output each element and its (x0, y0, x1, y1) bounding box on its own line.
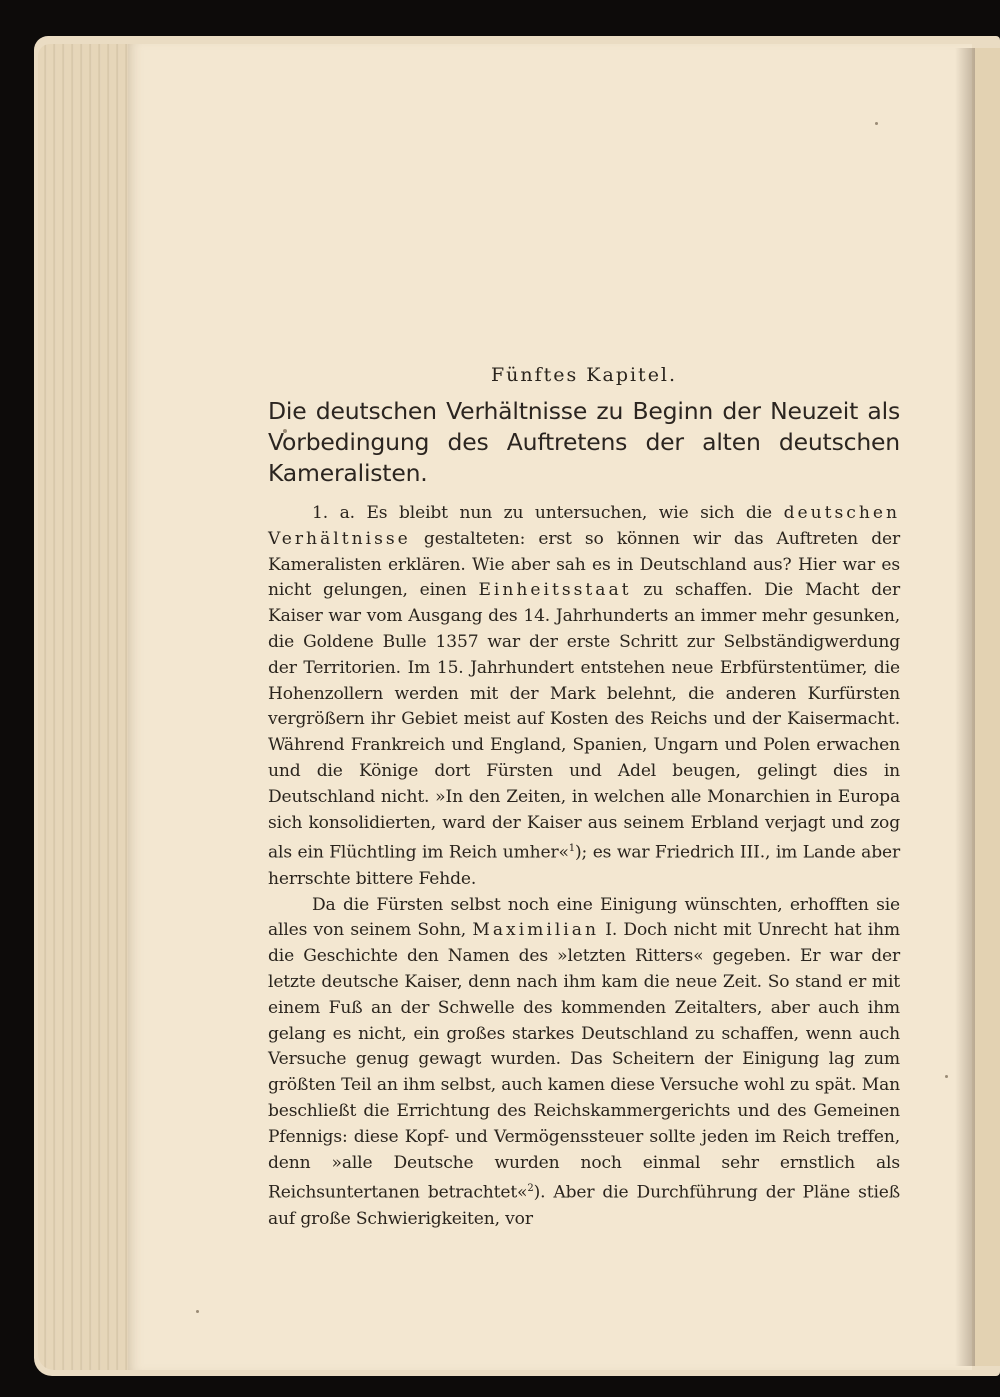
text-run: ). Aber die Durchführung der Pläne stieß auf große Schwierigkeiten, vor (268, 1183, 900, 1229)
chapter-label: Fünftes Kapitel. (490, 364, 678, 386)
text-run: gestalteten: erst so können wir das Auftreten der Kameralisten erklären. Wie aber sah es in Deutschland aus? Hier war es nicht gelungen, einen (268, 528, 900, 601)
text-run: ); es war Friedrich III., im Lande aber herrschte bittere Fehde. (268, 843, 900, 889)
paper-speck (875, 122, 878, 125)
emphasis-text: deutschen Verhältnisse (268, 503, 900, 549)
facing-page-edge (975, 48, 1000, 1366)
emphasis-text: Maximilian (472, 920, 599, 941)
page-content (268, 364, 900, 1233)
footnote-ref[interactable]: 1 (568, 843, 576, 855)
spine-shadow (955, 48, 977, 1366)
paper-speck (945, 1075, 948, 1078)
text-run: 1. a. Es bleibt nun zu untersuchen, wie sich die (312, 503, 784, 523)
text-run: zu schaffen. Die Macht der Kaiser war vom Ausgang des 14. Jahrhunderts an immer mehr gesunken, die Goldene Bulle 1357 war der erste Schritt zur Selbständigwerdung der Territorien. Im 15. Jahrhundert entstehen neue Erbfürstentümer, die Hohenzollern werden mit der Mark belehnt, die anderen Kurfürsten vergrößern ihr Gebiet meist auf Kosten des Reichs und der Kaisermacht. Während Frankreich und England, Spanien, Ungarn und Polen erwachen und die Könige dort Fürsten und Adel beugen, gelingt dies in Deutschland nicht. »In den Zeiten, in welchen alle Monarchien in Europa sich konsolidierten, ward der Kaiser aus seinem Erbland verjagt und zog als ein Flüchtling im Reich umher« (268, 580, 900, 864)
chapter-title: Die deutschen Verhältnisse zu Beginn der Neuzeit als Vorbedingung des Auftretens der alten deutschen Kameralisten. (268, 397, 900, 487)
paper-speck (196, 1310, 199, 1313)
emphasis-text: Einheitsstaat (478, 580, 632, 601)
footnote-ref[interactable]: 2 (527, 1183, 534, 1195)
text-run: Da die Fürsten selbst noch eine Einigung wünschten, erhofften sie alles von seinem Sohn, (268, 894, 900, 941)
paragraph-2 (268, 893, 900, 1233)
paragraph-1 (268, 501, 900, 893)
text-run: I. Doch nicht mit Unrecht hat ihm die Geschichte den Namen des »letzten Ritters« gegeben. Er war der letzte deutsche Kaiser, denn nach ihm kam die neue Zeit. So stand er mit einem Fuß an der Schwelle des kommenden Zeitalters, aber auch ihm gelang es nicht, ein großes starkes Deutschland zu schaffen, wenn auch Versuche genug gewagt wurden. Das Scheitern der Einigung lag zum größten Teil an ihm selbst, auch kamen diese Versuche wohl zu spät. Man beschließt die Errichtung des Reichskammergerichts und des Gemeinen Pfennigs: diese Kopf- und Vermögenssteuer sollte jeden im Reich treffen, denn »alle Deutsche wurden noch einmal sehr ernstlich als Reichsuntertanen betrachtet« (268, 920, 900, 1204)
page-edges (38, 44, 134, 1370)
